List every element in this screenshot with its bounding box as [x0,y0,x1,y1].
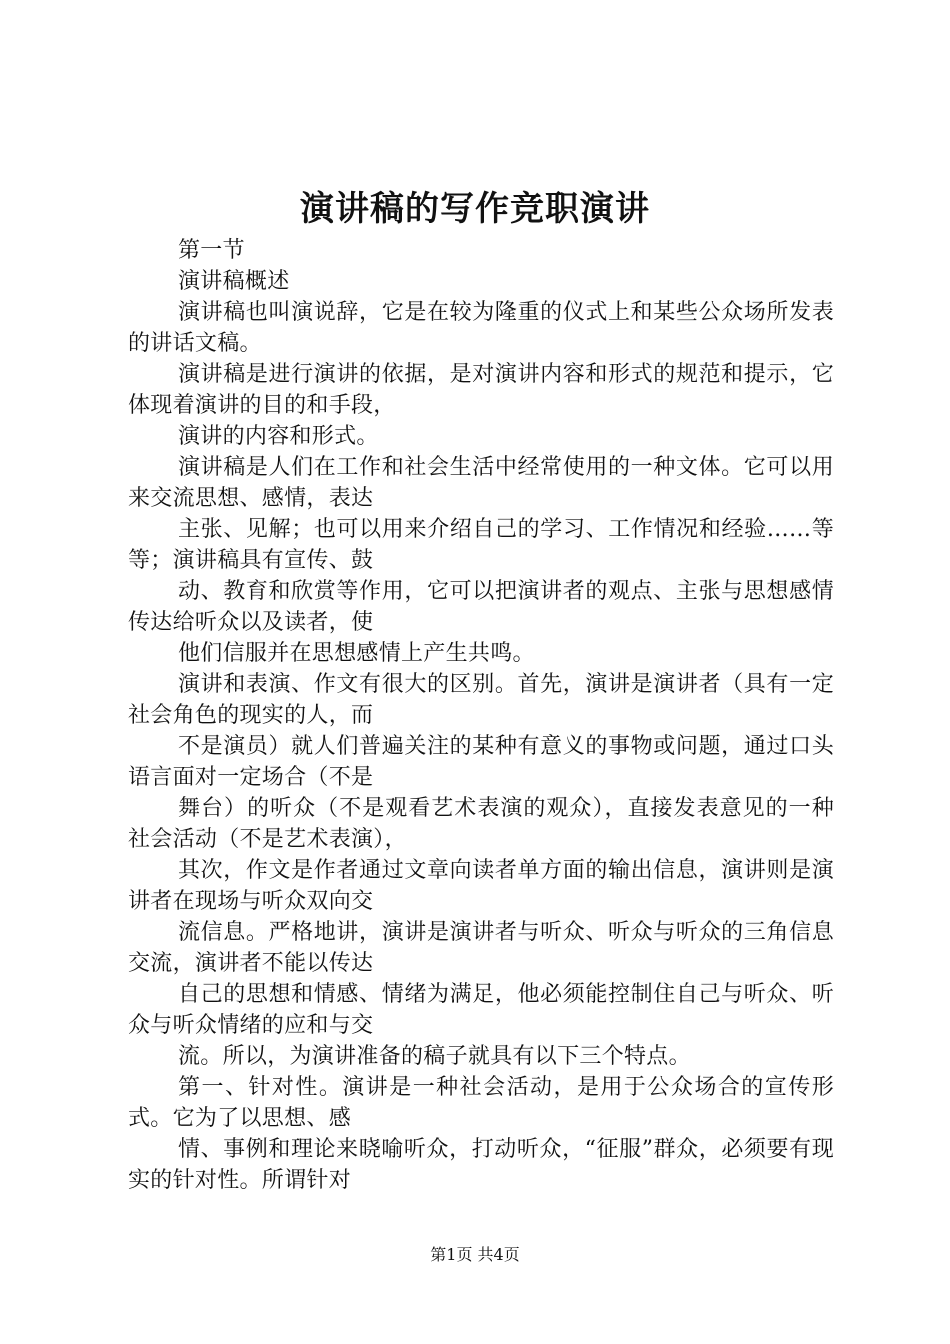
paragraph: 演讲和表演、作文有很大的区别。首先，演讲是演讲者（具有一定社会角色的现实的人，而 [128,672,834,728]
document-title: 演讲稿的写作竞职演讲 [300,189,650,229]
paragraph: 其次，作文是作者通过文章向读者单方面的输出信息，演讲则是演讲者在现场与听众双向交 [128,858,834,914]
page-number-footer: 第1页 共4页 [430,1245,520,1264]
paragraph: 主张、见解；也可以用来介绍自己的学习、工作情况和经验……等等；演讲稿具有宣传、鼓 [128,517,834,573]
paragraph: 流信息。严格地讲，演讲是演讲者与听众、听众与听众的三角信息交流，演讲者不能以传达 [128,920,834,976]
paragraph: 演讲的内容和形式。 [178,424,379,449]
paragraph: 动、教育和欣赏等作用，它可以把演讲者的观点、主张与思想感情传达给听众以及读者，使 [128,579,834,635]
paragraph: 演讲稿也叫演说辞，它是在较为隆重的仪式上和某些公众场所发表的讲话文稿。 [128,300,834,356]
paragraph: 自己的思想和情感、情绪为满足，他必须能控制住自己与听众、听众与听众情绪的应和与交 [128,982,834,1038]
paragraph: 情、事例和理论来晓喻听众，打动听众，“征服”群众，必须要有现实的针对性。所谓针对 [128,1137,834,1193]
paragraph: 舞台）的听众（不是观看艺术表演的观众），直接发表意见的一种社会活动（不是艺术表演）， [128,796,834,852]
paragraph: 演讲稿概述 [178,269,290,294]
paragraph: 演讲稿是进行演讲的依据，是对演讲内容和形式的规范和提示，它体现着演讲的目的和手段， [128,362,834,418]
paragraph: 第一节 [178,238,245,263]
paragraph: 第一、针对性。演讲是一种社会活动，是用于公众场合的宣传形式。它为了以思想、感 [128,1075,834,1131]
paragraph: 他们信服并在思想感情上产生共鸣。 [178,641,535,666]
paragraph: 流。所以，为演讲准备的稿子就具有以下三个特点。 [178,1044,691,1069]
document-body [128,235,834,1196]
paragraph: 不是演员）就人们普遍关注的某种有意义的事物或问题，通过口头语言面对一定场合（不是 [128,734,834,790]
paragraph: 演讲稿是人们在工作和社会生活中经常使用的一种文体。它可以用来交流思想、感情，表达 [128,455,834,511]
